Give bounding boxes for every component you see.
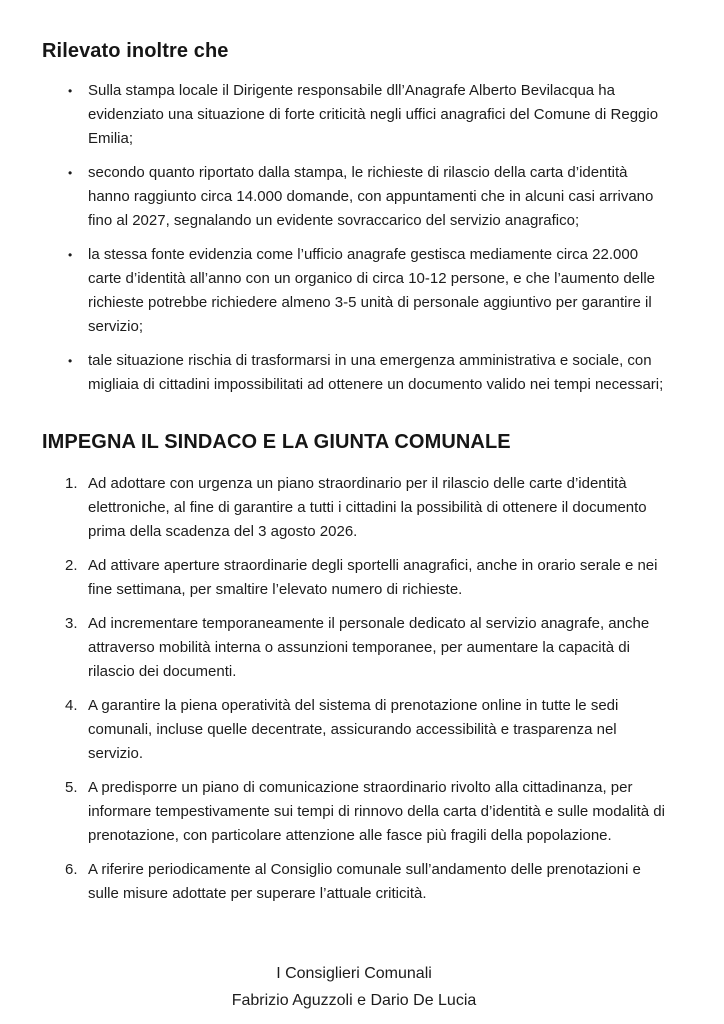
bullet-item xyxy=(42,243,666,339)
item-text: Ad attivare aperture straordinarie degli sportelli anagrafici, anche in orario serale e nei fine settimana, per smaltire l’elevato numero di richieste. xyxy=(88,557,658,598)
item-number: 4. xyxy=(65,697,78,714)
numbered-item xyxy=(42,472,666,544)
bullet-text: secondo quanto riportato dalla stampa, le richieste di rilascio della carta d’identità hanno raggiunto circa 14.000 domande, con appuntamenti che in alcuni casi arrivano fino al 2027, segnalando un evidente sovraccarico del servizio anagrafico; xyxy=(88,164,654,229)
item-text: A riferire periodicamente al Consiglio comunale sull’andamento delle prenotazioni e sulle misure adottate per superare l’attuale criticità. xyxy=(88,861,641,902)
signature-names: Fabrizio Aguzzoli e Dario De Lucia xyxy=(231,992,477,1009)
section-heading-impegna: IMPEGNA IL SINDACO E LA GIUNTA COMUNALE xyxy=(42,431,511,453)
item-number: 2. xyxy=(65,557,78,574)
item-text: Ad incrementare temporaneamente il personale dedicato al servizio anagrafe, anche attraverso mobilità interna o assunzioni temporanee, per aumentare la capacità di rilascio dei documenti. xyxy=(88,615,650,680)
item-number: 6. xyxy=(65,861,78,878)
numbered-item xyxy=(42,858,666,906)
bullet-text: la stessa fonte evidenzia come l’ufficio anagrafe gestisca mediamente circa 22.000 carte d’identità all’anno con un organico di circa 10-12 persone, e che l’aumento delle richieste potrebbe richiedere almeno 3-5 unità di personale aggiuntivo per garantire il servizio; xyxy=(88,246,656,335)
numbered-item xyxy=(42,612,666,684)
numbered-list xyxy=(42,472,666,906)
item-number: 1. xyxy=(65,475,78,492)
bullet-icon: • xyxy=(68,248,73,262)
item-text: A predisporre un piano di comunicazione straordinario rivolto alla cittadinanza, per informare tempestivamente sui tempi di rinnovo della carta d’identità e sulle modalità di prenotazione, con particolare attenzione alle fasce più fragili della popolazione. xyxy=(88,779,665,844)
item-number: 3. xyxy=(65,615,78,632)
item-text: A garantire la piena operatività del sistema di prenotazione online in tutte le sedi comunali, incluse quelle decentrate, assicurando accessibilità e trasparenza nel servizio. xyxy=(88,697,619,762)
bullet-icon: • xyxy=(68,84,73,98)
bullet-icon: • xyxy=(68,166,73,180)
numbered-item xyxy=(42,694,666,766)
bullet-item xyxy=(42,79,666,151)
item-text: Ad adottare con urgenza un piano straordinario per il rilascio delle carte d’identità elettroniche, al fine di garantire a tutti i cittadini la possibilità di ottenere il documento prima della scadenza del 3 agosto 2026. xyxy=(88,475,647,540)
item-number: 5. xyxy=(65,779,78,796)
bullet-item xyxy=(42,349,666,397)
bullet-item xyxy=(42,161,666,233)
signature-role: I Consiglieri Comunali xyxy=(276,965,432,982)
numbered-item xyxy=(42,776,666,848)
bullet-list xyxy=(42,79,666,397)
numbered-item xyxy=(42,554,666,602)
bullet-text: tale situazione rischia di trasformarsi in una emergenza amministrativa e sociale, con migliaia di cittadini impossibilitati ad ottenere un documento valido nei tempi necessari; xyxy=(88,352,664,393)
bullet-text: Sulla stampa locale il Dirigente responsabile dll’Anagrafe Alberto Bevilacqua ha evidenziato una situazione di forte criticità negli uffici anagrafici del Comune di Reggio Emilia; xyxy=(88,82,659,147)
signature-block xyxy=(42,960,666,1014)
section-heading-rilevato: Rilevato inoltre che xyxy=(42,40,229,62)
bullet-icon: • xyxy=(68,354,73,368)
